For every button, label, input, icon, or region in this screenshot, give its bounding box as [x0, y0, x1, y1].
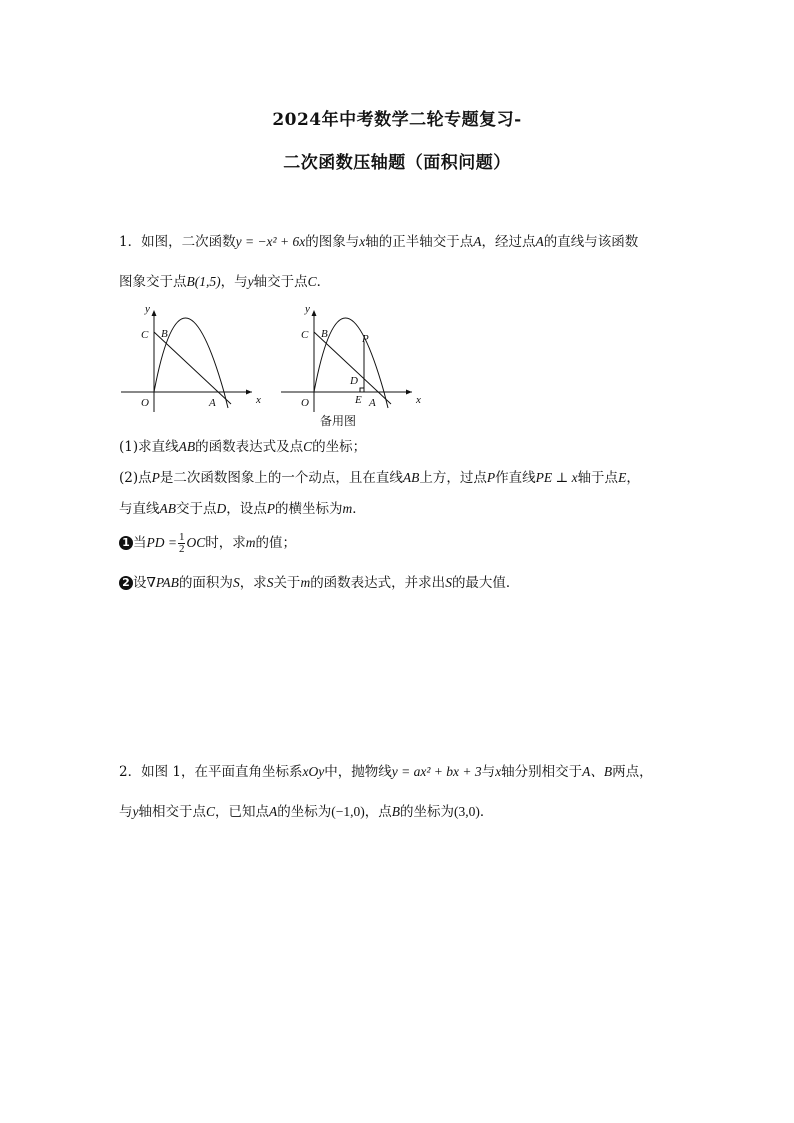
label-p: P — [362, 333, 369, 345]
label-o: O — [141, 397, 149, 409]
label-y: y — [145, 303, 150, 315]
q2-line-2: 与y轴相交于点C，已知点A的坐标为(−1,0)，点B的坐标为(3,0)． — [119, 804, 494, 820]
label-c: C — [141, 329, 149, 341]
circled-number-1: 1 — [119, 536, 133, 550]
q1-part-2: (2)点P是二次函数图象上的一个动点，且在直线AB上方，过点P作直线PE ⊥ x轴于点E， — [119, 470, 640, 486]
fraction-half: $\frac{1}{2}$ — [178, 531, 185, 555]
title-line-2: 二次函数压轴题（面积问题） — [283, 153, 511, 173]
q1-line-2: 图象交于点B(1,5)，与y轴交于点C． — [119, 274, 331, 290]
label-x: x — [416, 394, 421, 406]
q1-line-1: 1．如图，二次函数y = −x² + 6x的图象与x轴的正半轴交于点A，经过点A的直线与该函数 — [119, 234, 639, 250]
label-y: y — [305, 303, 310, 315]
q2-line-1: 2．如图 1，在平面直角坐标系xOy中，抛物线y = ax² + bx + 3与x轴分别相交于A、B两点， — [119, 764, 653, 780]
line-ab — [314, 332, 391, 404]
label-o: O — [301, 397, 309, 409]
label-a: A — [209, 397, 216, 409]
title-line-1: 2024年中考数学二轮专题复习- — [272, 110, 522, 130]
line-ab — [154, 332, 231, 404]
q1-sub-1: 1 当PD = $\frac{1}{2}$ OC时，求m的值； — [119, 532, 296, 555]
label-c: C — [301, 329, 309, 341]
label-d: D — [350, 375, 358, 387]
q1-sub-2: 2 设∇PAB的面积为S，求S关于m的函数表达式，并求出S的最大值． — [119, 573, 519, 593]
label-b: B — [321, 328, 328, 340]
label-e: E — [355, 394, 362, 406]
q1-part-2-cont: 与直线AB交于点D，设点P的横坐标为m． — [119, 501, 366, 517]
label-a: A — [369, 397, 376, 409]
q1-part-1: (1)求直线AB的函数表达式及点C的坐标； — [119, 439, 367, 455]
q1-figure-backup — [276, 300, 426, 415]
label-x: x — [256, 394, 261, 406]
right-angle-mark — [360, 388, 364, 392]
circled-number-2: 2 — [119, 576, 133, 590]
q1-figure-main — [116, 300, 266, 415]
figure-caption: 备用图 — [320, 414, 357, 428]
label-b: B — [161, 328, 168, 340]
